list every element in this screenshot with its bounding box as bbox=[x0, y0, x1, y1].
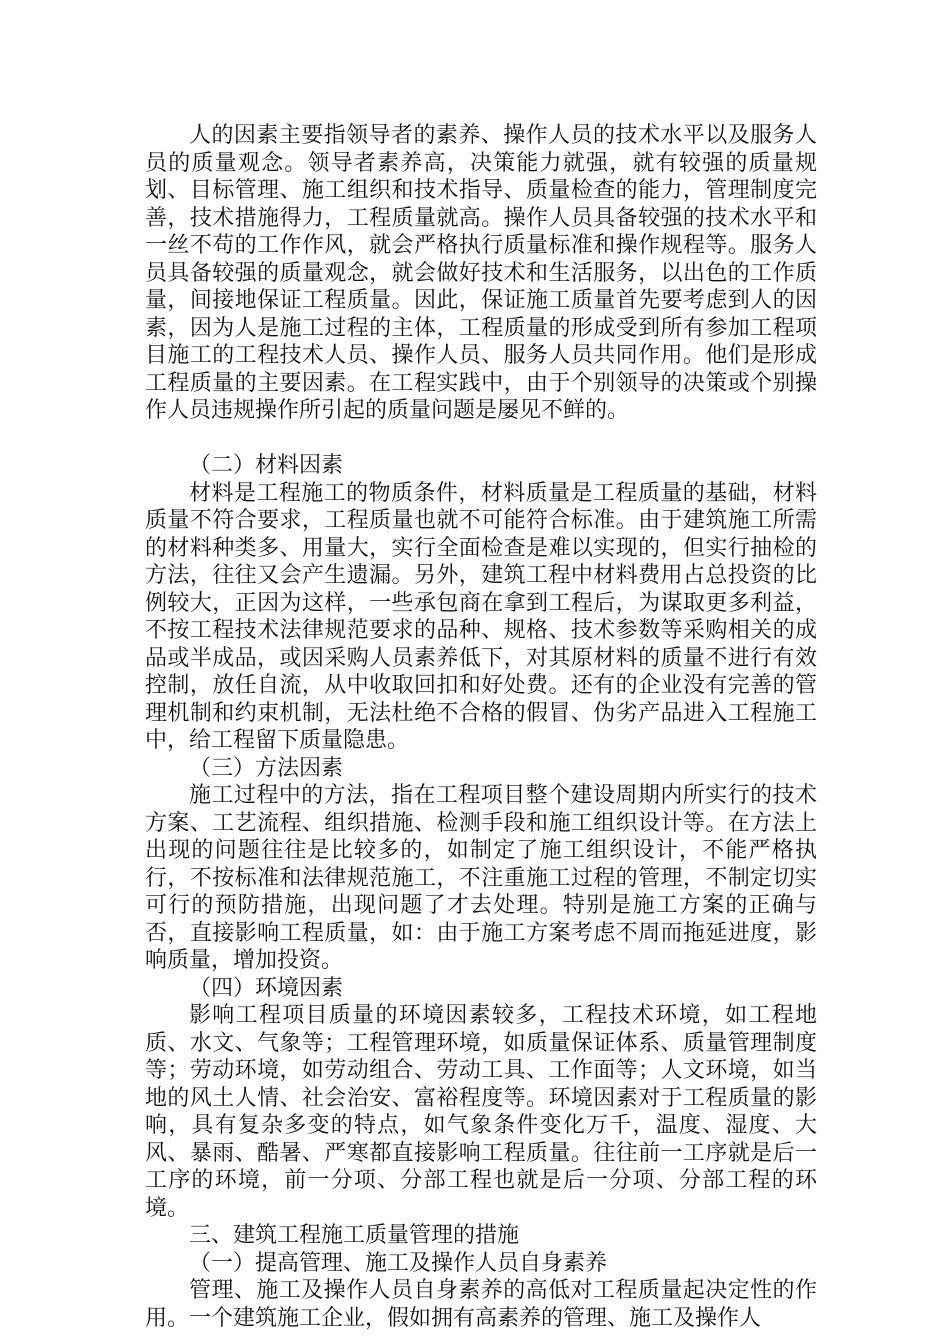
heading-quality-improvement: （一）提高管理、施工及操作人员自身素养 bbox=[189, 1250, 608, 1276]
paragraph-method-factors: 施工过程中的方法，指在工程项目整个建设周期内所实行的技术方案、工艺流程、组织措施、检测手段和施工组织设计等。在方法上出现的问题往往是比较多的，如制定了施工组织设计，不能严格执行，不按标准和法律规范施工，不注重施工过程的管理，不制定切实可行的预防措施，出现问题了才去处理。特别是施工方案的正确与否，直接影响工程质量，如：由于施工方案考虑不周而拖延进度，影响质量，增加投资。 bbox=[145, 783, 817, 973]
paragraph-material-factors: 材料是工程施工的物质条件，材料质量是工程质量的基础，材料质量不符合要求，工程质量也就不可能符合标准。由于建筑施工所需的材料种类多、用量大，实行全面检查是难以实现的，但实行抽检的方法，往往又会产生遗漏。另外，建筑工程中材料费用占总投资的比例较大，正因为这样，一些承包商在拿到工程后，为谋取更多利益，不按工程技术法律规范要求的品种、规格、技术参数等采购相关的成品或半成品，或因采购人员素养低下，对其原材料的质量不进行有效控制，放任自流，从中收取回扣和好处费。还有的企业没有完善的管理机制和约束机制，无法杜绝不合格的假冒、伪劣产品进入工程施工中，给工程留下质量隐患。 bbox=[145, 480, 817, 753]
paragraph-quality-improvement: 管理、施工及操作人员自身素养的高低对工程质量起决定性的作用。一个建筑施工企业，假如拥有高素养的管理、施工及操作人 bbox=[145, 1278, 817, 1331]
paragraph-environment-factors: 影响工程项目质量的环境因素较多，工程技术环境，如工程地质、水文、气象等；工程管理环境，如质量保证体系、质量管理制度等；劳动环境，如劳动组合、劳动工具、工作面等；人文环境，如当地的风土人情、社会治安、富裕程度等。环境因素对于工程质量的影响，具有复杂多变的特点，如气象条件变化万千，温度、湿度、大风、暴雨、酷暑、严寒都直接影响工程质量。往往前一工序就是后一工序的环境，前一分项、分部工程也就是后一分项、分部工程的环境。 bbox=[145, 1003, 817, 1221]
heading-environment-factors: （四）环境因素 bbox=[189, 975, 344, 1001]
heading-section-three: 三、建筑工程施工质量管理的措施 bbox=[189, 1223, 520, 1248]
heading-material-factors: （二）材料因素 bbox=[189, 453, 344, 478]
document-body bbox=[145, 122, 817, 1332]
paragraph-human-factors: 人的因素主要指领导者的素养、操作人员的技术水平以及服务人员的质量观念。领导者素养高，决策能力就强，就有较强的质量规划、目标管理、施工组织和技术指导、质量检查的能力，管理制度完善，技术措施得力，工程质量就高。操作人员具备较强的技术水平和一丝不苟的工作作风，就会严格执行质量标准和操作规程等。服务人员具备较强的质量观念，就会做好技术和生活服务，以出色的工作质量，间接地保证工程质量。因此，保证施工质量首先要考虑到人的因素，因为人是施工过程的主体，工程质量的形成受到所有参加工程项目施工的工程技术人员、操作人员、服务人员共同作用。他们是形成工程质量的主要因素。在工程实践中，由于个别领导的决策或个别操作人员违规操作所引起的质量问题是屡见不鲜的。 bbox=[145, 123, 817, 423]
heading-method-factors: （三）方法因素 bbox=[189, 755, 344, 781]
paragraph-spacer bbox=[145, 425, 817, 453]
